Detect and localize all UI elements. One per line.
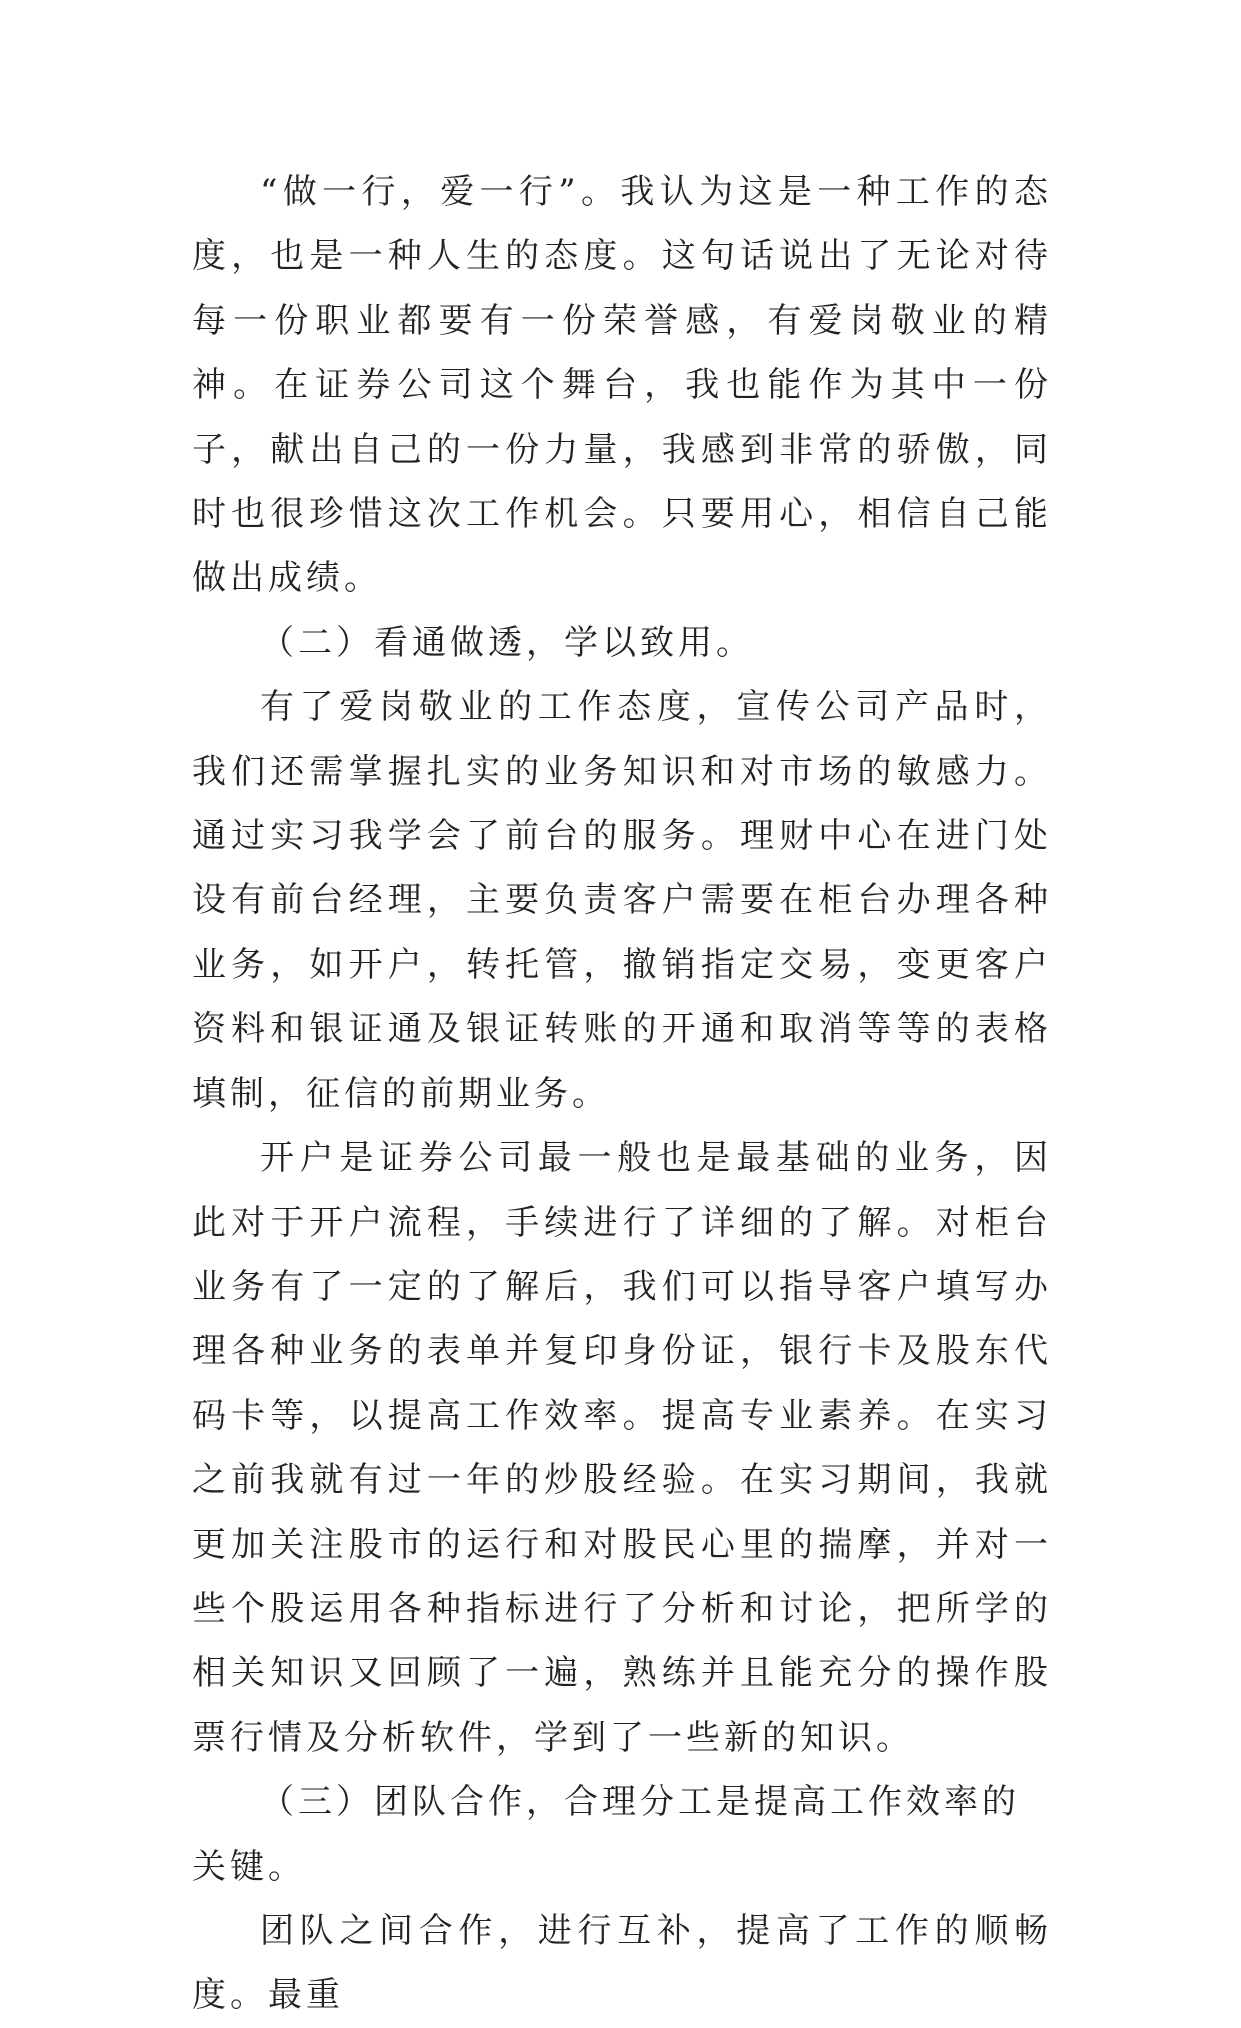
section-heading-3: （三）团队合作，合理分工是提高工作效率的关键。 [192,1782,1020,1887]
paragraph-account-opening: 开户是证券公司最一般也是最基础的业务，因此对于开户流程，手续进行了详细的了解。对柜台业务有了一定的了解后，我们可以指导客户填写办理各种业务的表单并复印身份证，银行卡及股东代码卡等，以提高工作效率。提高专业素养。在实习之前我就有过一年的炒股经验。在实习期间，我就更加关注股市的运行和对股民心里的揣摩，并对一些个股运用各种指标进行了分析和讨论，把所学的相关知识又回顾了一遍，熟练并且能充分的操作股票行情及分析软件，学到了一些新的知识。 [192,1138,1052,1758]
paragraph-front-desk: 有了爱岗敬业的工作态度，宣传公司产品时，我们还需掌握扎实的业务知识和对市场的敏感力。通过实习我学会了前台的服务。理财中心在进门处设有前台经理，主要负责客户需要在柜台办理各种业务，如开户，转托管，撤销指定交易，变更客户资料和银证通及银证转账的开通和取消等等的表格填制，征信的前期业务。 [192,687,1052,1114]
document-body [192,160,1052,2028]
paragraph-attitude: “做一行，爱一行”。我认为这是一种工作的态度，也是一种人生的态度。这句话说出了无论对待每一份职业都要有一份荣誉感，有爱岗敬业的精神。在证券公司这个舞台，我也能作为其中一份子，献出自己的一份力量，我感到非常的骄傲，同时也很珍惜这次工作机会。只要用心，相信自己能做出成绩。 [192,172,1052,599]
paragraph-teamwork: 团队之间合作，进行互补，提高了工作的顺畅度。最重 [192,1910,1052,2016]
section-heading-2: （二）看通做透，学以致用。 [260,622,754,663]
